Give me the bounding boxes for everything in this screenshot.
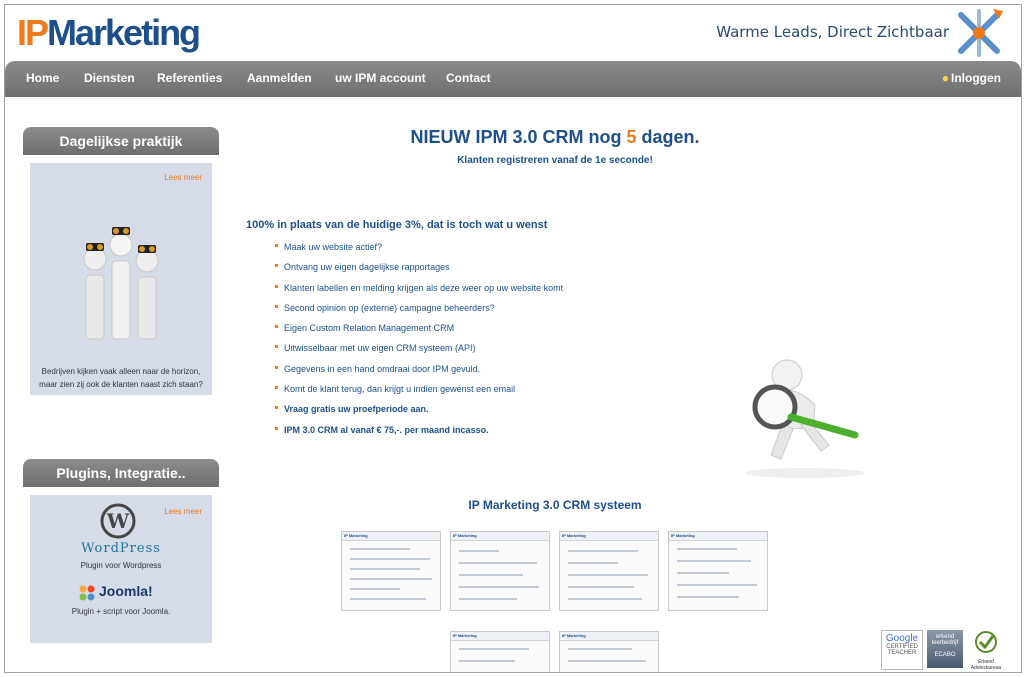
- promo-headline: [235, 127, 875, 148]
- page-frame: [4, 4, 1022, 673]
- screenshot-thumbnail[interactable]: [450, 531, 550, 611]
- nav-diensten[interactable]: Diensten: [84, 71, 135, 85]
- nav-home[interactable]: Home: [26, 71, 60, 85]
- joomla-label: Joomla!: [99, 583, 153, 599]
- joomla-caption: Plugin + script voor Joomla.: [71, 607, 171, 616]
- erkend-badge-line1: erkend: [935, 634, 955, 640]
- erkend-badge-line3: ECABO: [934, 652, 956, 658]
- list-item: Ontvang uw eigen dagelijkse rapportages: [275, 261, 563, 281]
- thumb-label: IP Marketing: [671, 533, 695, 538]
- sidebar-title-praktijk: Dagelijkse praktijk: [23, 127, 219, 155]
- nav-ipm-account[interactable]: uw IPM account: [335, 71, 426, 85]
- joomla-logo[interactable]: [78, 583, 168, 603]
- thumb-label: IP Marketing: [344, 533, 368, 538]
- feature-list: [275, 241, 563, 444]
- screenshot-thumbnail[interactable]: [559, 631, 659, 673]
- thumb-label: IP Marketing: [562, 533, 586, 538]
- promo-subhead: Klanten registreren vanaf de 1e seconde!: [457, 155, 653, 166]
- nav-contact[interactable]: Contact: [446, 71, 491, 85]
- screenshot-thumbnail[interactable]: [559, 531, 659, 611]
- site-logo[interactable]: [17, 13, 199, 53]
- headline-prefix: NIEUW IPM 3.0 CRM nog: [410, 127, 622, 147]
- google-badge-line1: Google: [885, 633, 919, 644]
- screenshot-thumbnail[interactable]: [668, 531, 768, 611]
- lightbulb-icon: ●: [941, 71, 949, 85]
- praktijk-caption-line1: Bedrijven kijken vaak alleen naar de horizon,: [41, 367, 201, 376]
- google-certified-badge: [881, 630, 923, 670]
- wordpress-logo-icon[interactable]: [100, 503, 136, 539]
- praktijk-caption: [36, 365, 206, 391]
- headline-suffix: dagen.: [641, 127, 700, 147]
- erkend-adviesbureau-badge: [967, 630, 1005, 671]
- wordpress-caption: Plugin voor Wordpress: [80, 561, 162, 570]
- main-nav: [5, 61, 1021, 97]
- thumb-label: IP Marketing: [453, 533, 477, 538]
- list-item: Gegevens in een hand omdraai door IPM gevuld.: [275, 363, 563, 383]
- advies-badge-line1: Erkend: [978, 659, 994, 665]
- google-badge-line3: TEACHER: [887, 650, 917, 656]
- list-item: Uitwisselbaar met uw eigen CRM systeem (API): [275, 342, 563, 362]
- read-more-link[interactable]: Lees meer: [164, 173, 202, 182]
- checkmark-seal-icon: [971, 630, 1001, 654]
- list-item: Eigen Custom Relation Management CRM: [275, 322, 563, 342]
- erkend-leerbedrijf-badge: [927, 630, 963, 668]
- logo-ip: IP: [17, 12, 48, 53]
- crm-system-title: IP Marketing 3.0 CRM systeem: [468, 498, 642, 512]
- google-badge-line2: CERTIFIED: [886, 644, 918, 650]
- praktijk-caption-line2: maar zien zij ook de klanten naast zich staan?: [39, 380, 203, 389]
- login-label: Inloggen: [951, 71, 1001, 85]
- joomla-icon: [78, 584, 96, 602]
- days-remaining: 5: [626, 127, 637, 147]
- advies-badge-line2: Adviesbureau: [970, 665, 1002, 671]
- features-lead: 100% in plaats van de huidige 3%, dat is toch wat u wenst: [246, 219, 548, 231]
- screenshot-thumbnail[interactable]: [450, 631, 550, 673]
- sidebar-box-praktijk: [30, 163, 212, 395]
- list-item: Second opinion op (externe) campagne beheerders?: [275, 302, 563, 322]
- logo-marketing: Marketing: [47, 12, 200, 53]
- sidebar-box-plugins: [30, 495, 212, 643]
- wordpress-label: WordPress: [81, 541, 161, 556]
- list-item: Komt de klant terug, dan krijgt u indien gewenst een email: [275, 383, 563, 403]
- read-more-link[interactable]: Lees meer: [164, 507, 202, 516]
- login-link[interactable]: [942, 71, 1001, 85]
- nav-aanmelden[interactable]: Aanmelden: [247, 71, 312, 85]
- magnifier-figure-image: [735, 355, 875, 480]
- brand-arrows-icon: [953, 7, 1005, 59]
- sidebar-title-plugins: Plugins, Integratie..: [23, 459, 219, 487]
- list-item: Klanten labellen en melding krijgen als deze weer op uw website komt: [275, 282, 563, 302]
- thumb-label: IP Marketing: [562, 633, 586, 638]
- erkend-badge-line2: leerbedrijf: [931, 640, 959, 646]
- site-tagline: Warme Leads, Direct Zichtbaar: [716, 23, 949, 41]
- thumb-label: IP Marketing: [453, 633, 477, 638]
- list-item: Maak uw website actief?: [275, 241, 563, 261]
- pricing-item: IPM 3.0 CRM al vanaf € 75,-. per maand incasso.: [275, 424, 563, 444]
- screenshot-thumbnail[interactable]: [341, 531, 441, 611]
- trial-link[interactable]: Vraag gratis uw proefperiode aan.: [275, 403, 563, 423]
- nav-referenties[interactable]: Referenties: [157, 71, 223, 85]
- svg-text:W: W: [106, 509, 130, 533]
- binoculars-figures-image: [66, 205, 176, 345]
